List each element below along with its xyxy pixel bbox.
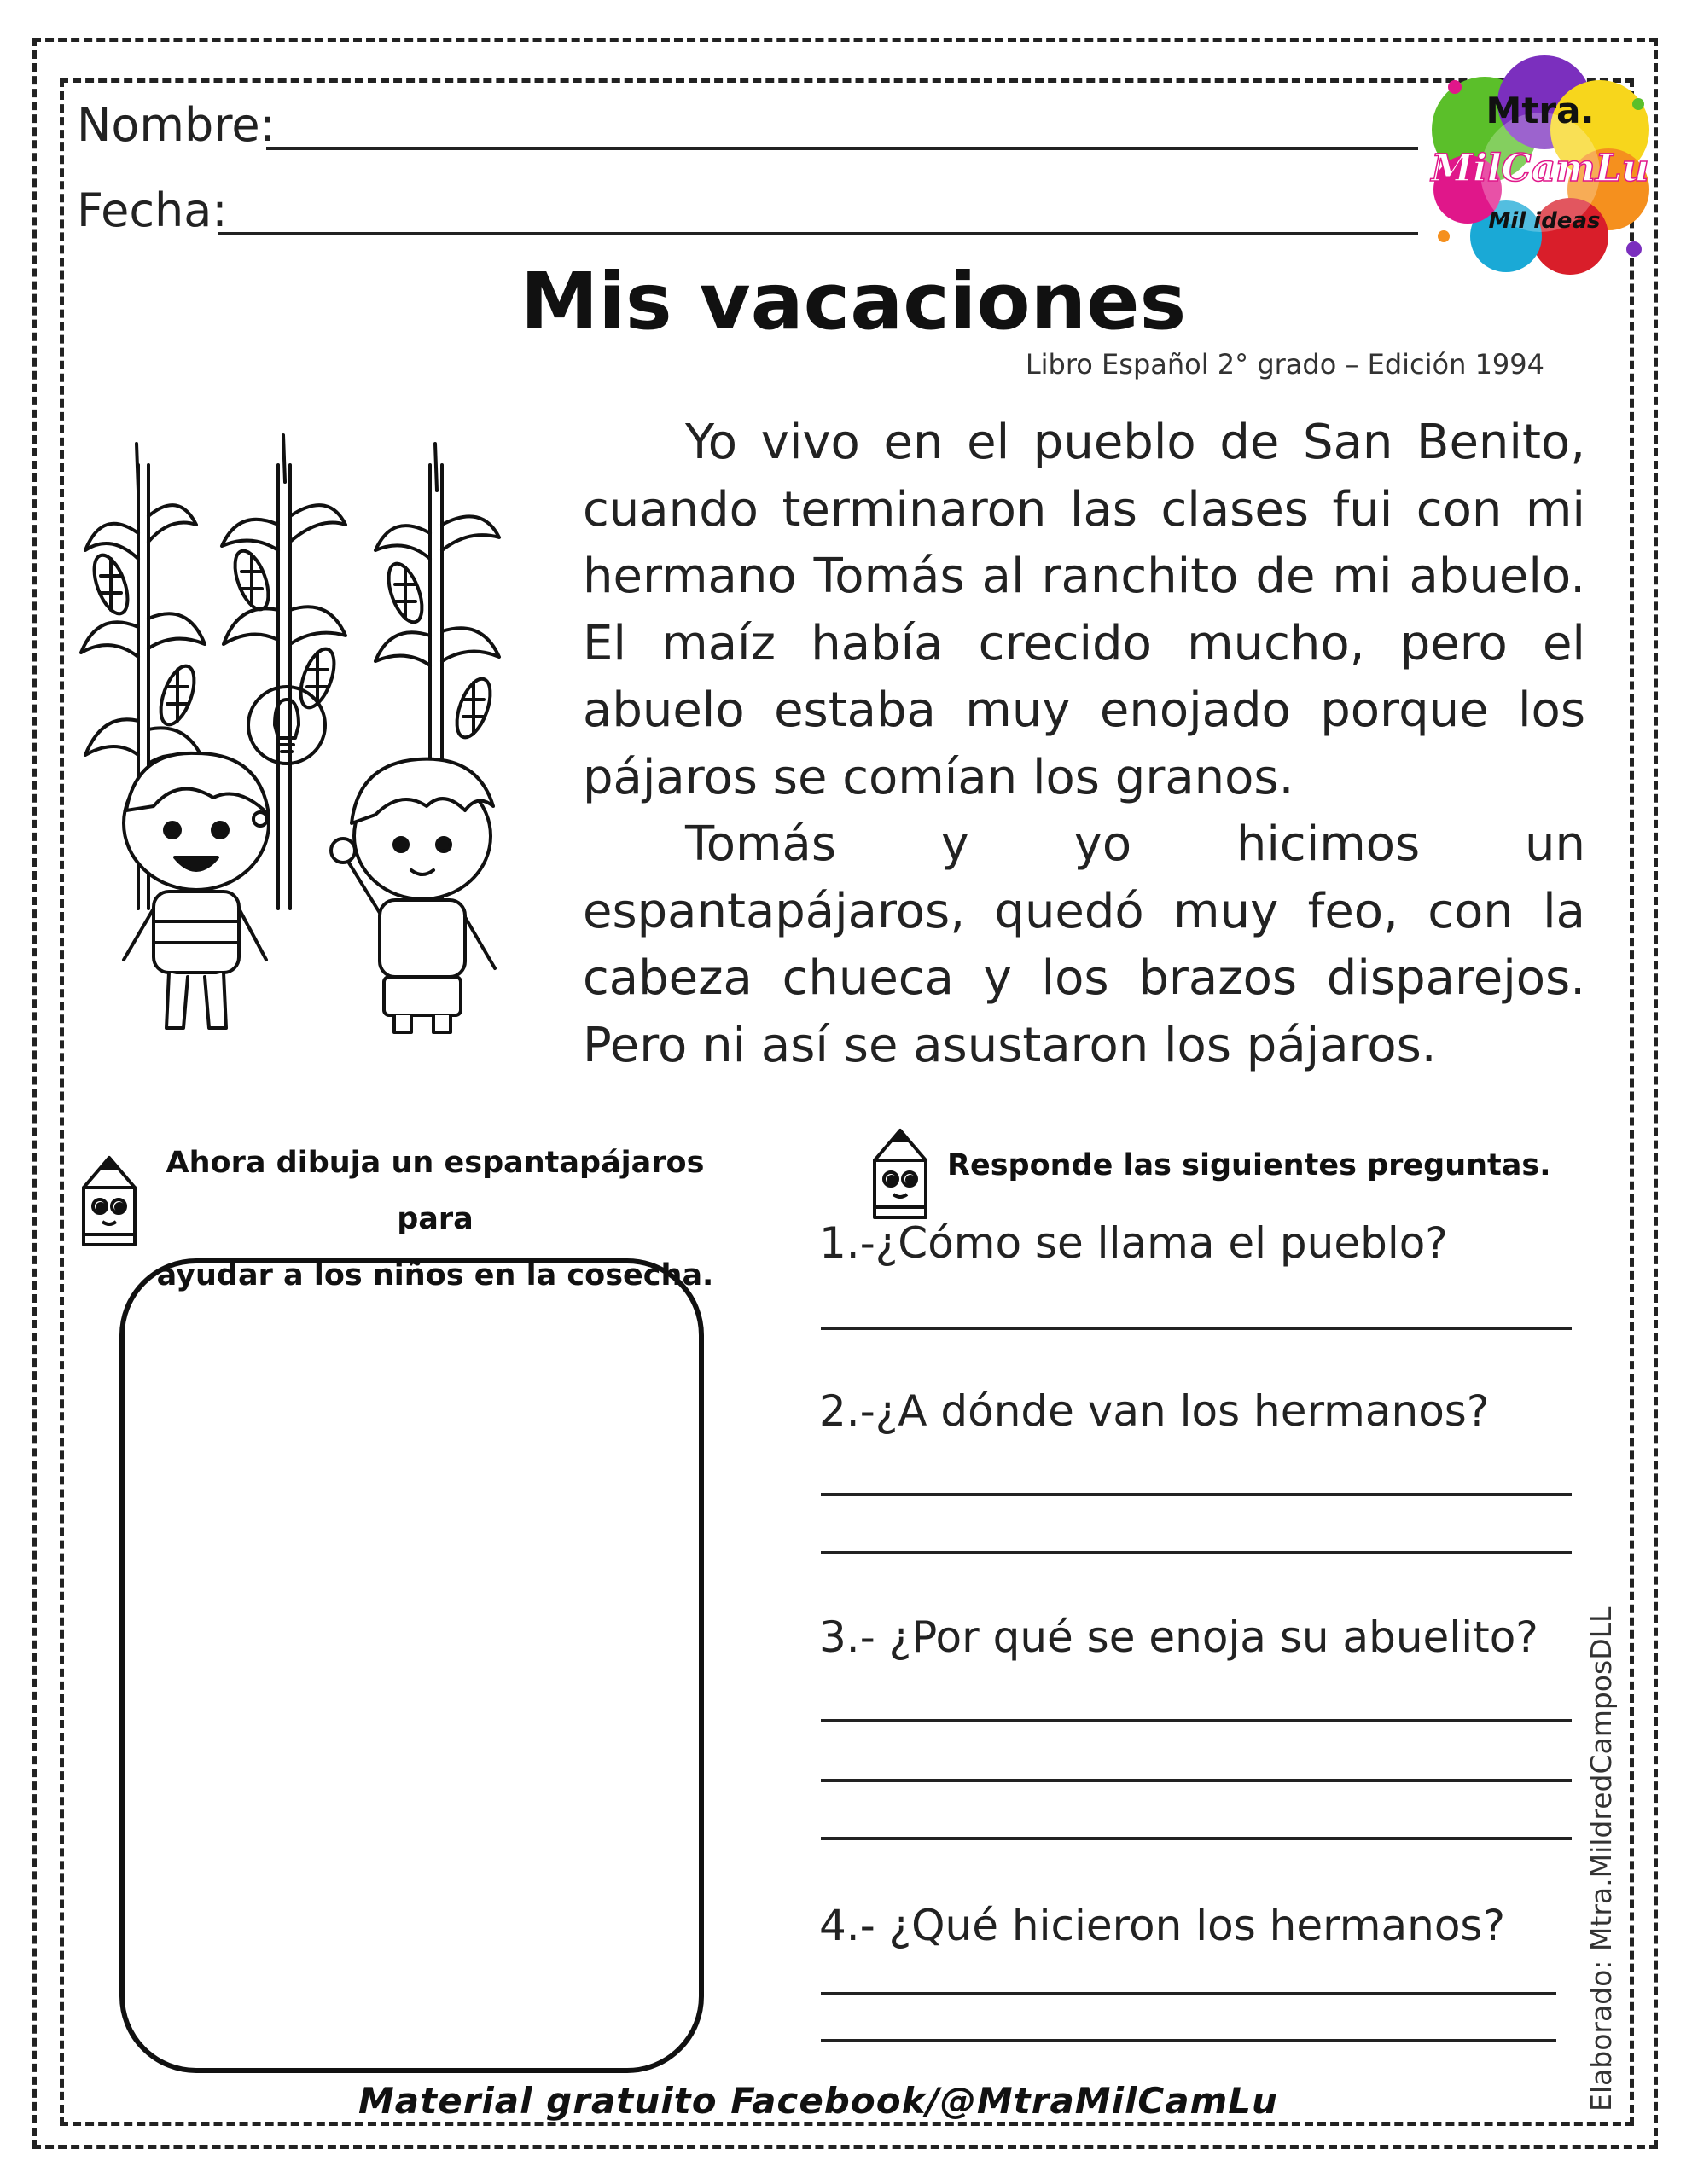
footer-credit: Material gratuito Facebook/@MtraMilCamLu xyxy=(358,2080,1278,2122)
question-3: 3.- ¿Por qué se enoja su abuelito? xyxy=(819,1612,1538,1662)
answer-line-4b[interactable] xyxy=(821,2039,1556,2042)
pencil-character-icon xyxy=(866,1126,934,1220)
mtra-milcamlu-logo xyxy=(1425,53,1655,283)
source-citation: Libro Español 2° grado – Edición 1994 xyxy=(1025,348,1544,380)
drawing-box[interactable] xyxy=(119,1258,704,2073)
name-line[interactable] xyxy=(266,147,1418,150)
story-text xyxy=(583,410,1585,1079)
questions-instruction: Responde las siguientes preguntas. xyxy=(947,1148,1551,1182)
date-label: Fecha: xyxy=(77,183,228,237)
answer-line-3a[interactable] xyxy=(821,1719,1572,1722)
logo-line2: MilCamLu xyxy=(1431,147,1649,190)
pencil-character-icon xyxy=(75,1153,143,1247)
logo-line1: Mtra. xyxy=(1486,90,1595,131)
answer-line-3c[interactable] xyxy=(821,1837,1572,1840)
date-line[interactable] xyxy=(218,232,1418,235)
author-credit: Elaborado: Mtra.MildredCamposDLL xyxy=(1584,1606,1618,2111)
answer-line-2a[interactable] xyxy=(821,1493,1572,1496)
corn-children-illustration xyxy=(77,431,555,1045)
story-paragraph-1: Yo vivo en el pueblo de San Benito, cuando terminaron las clases fui con mi hermano Tomás al ranchito de mi abuelo. El maíz había crecido mucho, pero el abuelo estaba muy enojado porque los pájaros se comían los granos. xyxy=(583,415,1585,805)
answer-line-2b[interactable] xyxy=(821,1551,1572,1554)
child-boy-icon xyxy=(331,759,495,1032)
logo-line3: Mil ideas xyxy=(1488,208,1601,234)
question-1: 1.-¿Cómo se llama el pueblo? xyxy=(819,1218,1448,1268)
drawing-instruction-line2: ayudar a los niños en la cosecha. xyxy=(156,1258,714,1292)
answer-line-4a[interactable] xyxy=(821,1992,1556,1995)
question-2: 2.-¿A dónde van los hermanos? xyxy=(819,1386,1490,1436)
child-girl-icon xyxy=(124,753,269,1028)
answer-line-3b[interactable] xyxy=(821,1779,1572,1782)
question-4: 4.- ¿Qué hicieron los hermanos? xyxy=(819,1901,1506,1950)
answer-line-1a[interactable] xyxy=(821,1327,1572,1330)
page-title: Mis vacaciones xyxy=(520,256,1187,347)
name-label: Nombre: xyxy=(77,98,276,152)
story-paragraph-2: Tomás y yo hicimos un espantapájaros, quedó muy feo, con la cabeza chueca y los brazos disparejos. Pero ni así se asustaron los pájaros. xyxy=(583,816,1585,1073)
drawing-instruction-line1: Ahora dibuja un espantapájaros para xyxy=(166,1146,705,1236)
